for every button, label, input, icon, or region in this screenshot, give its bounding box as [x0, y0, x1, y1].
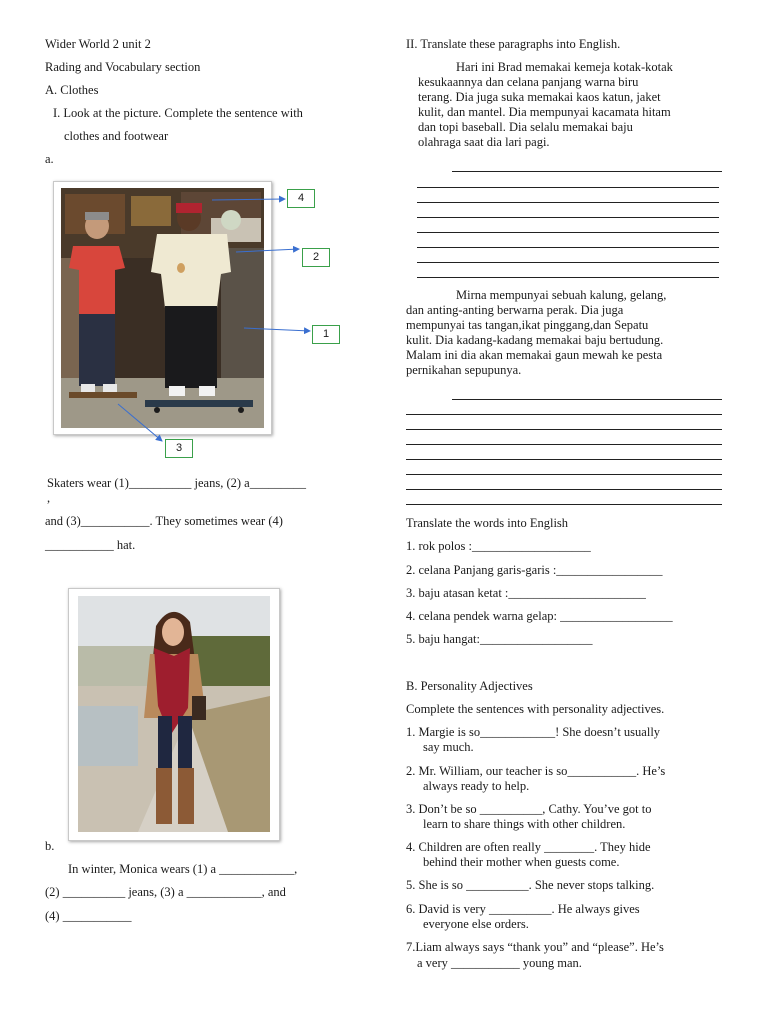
skaters-illustration [61, 188, 264, 428]
words-heading: Translate the words into English [406, 516, 569, 530]
answer-line[interactable] [452, 171, 722, 172]
answer-line[interactable] [406, 444, 722, 445]
monica-illustration [78, 596, 270, 832]
monica-sentence-line1: In winter, Monica wears (1) a ____________, [68, 862, 298, 876]
monica-photo [68, 588, 280, 841]
section-title: Rading and Vocabulary section [45, 60, 201, 74]
skaters-sentence-line1: Skaters wear (1)__________ jeans, (2) a_________ [47, 476, 306, 490]
para2-line: Mirna mempunyai sebuah kalung, gelang, [456, 288, 667, 302]
para1-line: olahraga saat dia lari pagi. [418, 135, 550, 149]
answer-line[interactable] [406, 414, 722, 415]
label-a: a. [45, 152, 54, 166]
para2-line: pernikahan sepupunya. [406, 363, 522, 377]
monica-sentence-line2: (2) __________ jeans, (3) a ____________, and [45, 885, 286, 899]
sentence-6: 6. David is very __________. He always gives [406, 902, 640, 916]
para2-line: Malam ini dia akan memakai gaun mewah ke pesta [406, 348, 663, 362]
answer-line[interactable] [406, 504, 722, 505]
word-item-1: 1. rok polos :___________________ [406, 539, 591, 553]
label-b: b. [45, 839, 55, 853]
sentence-7-cont: a very ___________ young man. [417, 956, 582, 970]
clothes-heading: A. Clothes [45, 83, 99, 97]
sentence-2: 2. Mr. William, our teacher is so___________. He’s [406, 764, 666, 778]
sentence-3-cont: learn to share things with other children. [423, 817, 626, 831]
sentence-7: 7.Liam always says “thank you” and “please”. He’s [406, 940, 664, 954]
callout-box-2: 2 [302, 248, 330, 267]
answer-line[interactable] [417, 277, 719, 278]
sentence-6-cont: everyone else orders. [423, 917, 529, 931]
skaters-photo [53, 181, 272, 435]
personality-instruction: Complete the sentences with personality adjectives. [406, 702, 665, 716]
sentence-1-cont: say much. [423, 740, 474, 754]
task1-instruction: I. Look at the picture. Complete the sentence with [53, 106, 303, 120]
sentence-4-cont: behind their mother when guests come. [423, 855, 620, 869]
answer-line[interactable] [406, 459, 722, 460]
answer-line[interactable] [406, 489, 722, 490]
answer-line[interactable] [406, 429, 722, 430]
sentence-1: 1. Margie is so____________! She doesn’t usually [406, 725, 661, 739]
answer-line[interactable] [417, 232, 719, 233]
sentence-2-cont: always ready to help. [423, 779, 530, 793]
para1-line: dan topi baseball. Dia selalu memakai baju [418, 120, 633, 134]
answer-line[interactable] [406, 474, 722, 475]
para1-line: kesukaannya dan celana panjang warna biru [418, 75, 639, 89]
sentence-5: 5. She is so __________. She never stops talking. [406, 878, 655, 892]
para1-line: kulit, dan mantel. Dia mempunyai kacamata hitam [418, 105, 671, 119]
sentence-3: 3. Don’t be so __________, Cathy. You’ve got to [406, 802, 652, 816]
word-item-4: 4. celana pendek warna gelap: __________________ [406, 609, 673, 623]
worksheet-title: Wider World 2 unit 2 [45, 37, 151, 51]
word-item-3: 3. baju atasan ketat :______________________ [406, 586, 646, 600]
answer-line[interactable] [417, 247, 719, 248]
para1-line: terang. Dia juga suka memakai kaos katun, jaket [418, 90, 661, 104]
monica-sentence-line3: (4) ___________ [45, 909, 132, 923]
answer-line[interactable] [417, 217, 719, 218]
skaters-sentence-line3: ___________ hat. [45, 538, 136, 552]
skaters-sentence-line2: and (3)___________. They sometimes wear (4) [45, 514, 283, 528]
para2-line: mempunyai tas tangan,ikat pinggang,dan Sepatu [406, 318, 649, 332]
para2-line: kulit. Dia kadang-kadang memakai baju bertudung. [406, 333, 664, 347]
personality-heading: B. Personality Adjectives [406, 679, 533, 693]
answer-line[interactable] [417, 187, 719, 188]
callout-box-4: 4 [287, 189, 315, 208]
word-item-5: 5. baju hangat:__________________ [406, 632, 593, 646]
task1-instruction-cont: clothes and footwear [64, 129, 169, 143]
callout-box-1: 1 [312, 325, 340, 344]
para2-line: dan anting-anting berwarna perak. Dia juga [406, 303, 624, 317]
callout-box-3: 3 [165, 439, 193, 458]
sentence-4: 4. Children are often really ________. They hide [406, 840, 651, 854]
answer-line[interactable] [452, 399, 722, 400]
answer-line[interactable] [417, 202, 719, 203]
para1-line: Hari ini Brad memakai kemeja kotak-kotak [456, 60, 673, 74]
answer-line[interactable] [417, 262, 719, 263]
skaters-comma: , [47, 491, 51, 505]
translate-heading: II. Translate these paragraphs into English. [406, 37, 621, 51]
word-item-2: 2. celana Panjang garis-garis :_________________ [406, 563, 663, 577]
